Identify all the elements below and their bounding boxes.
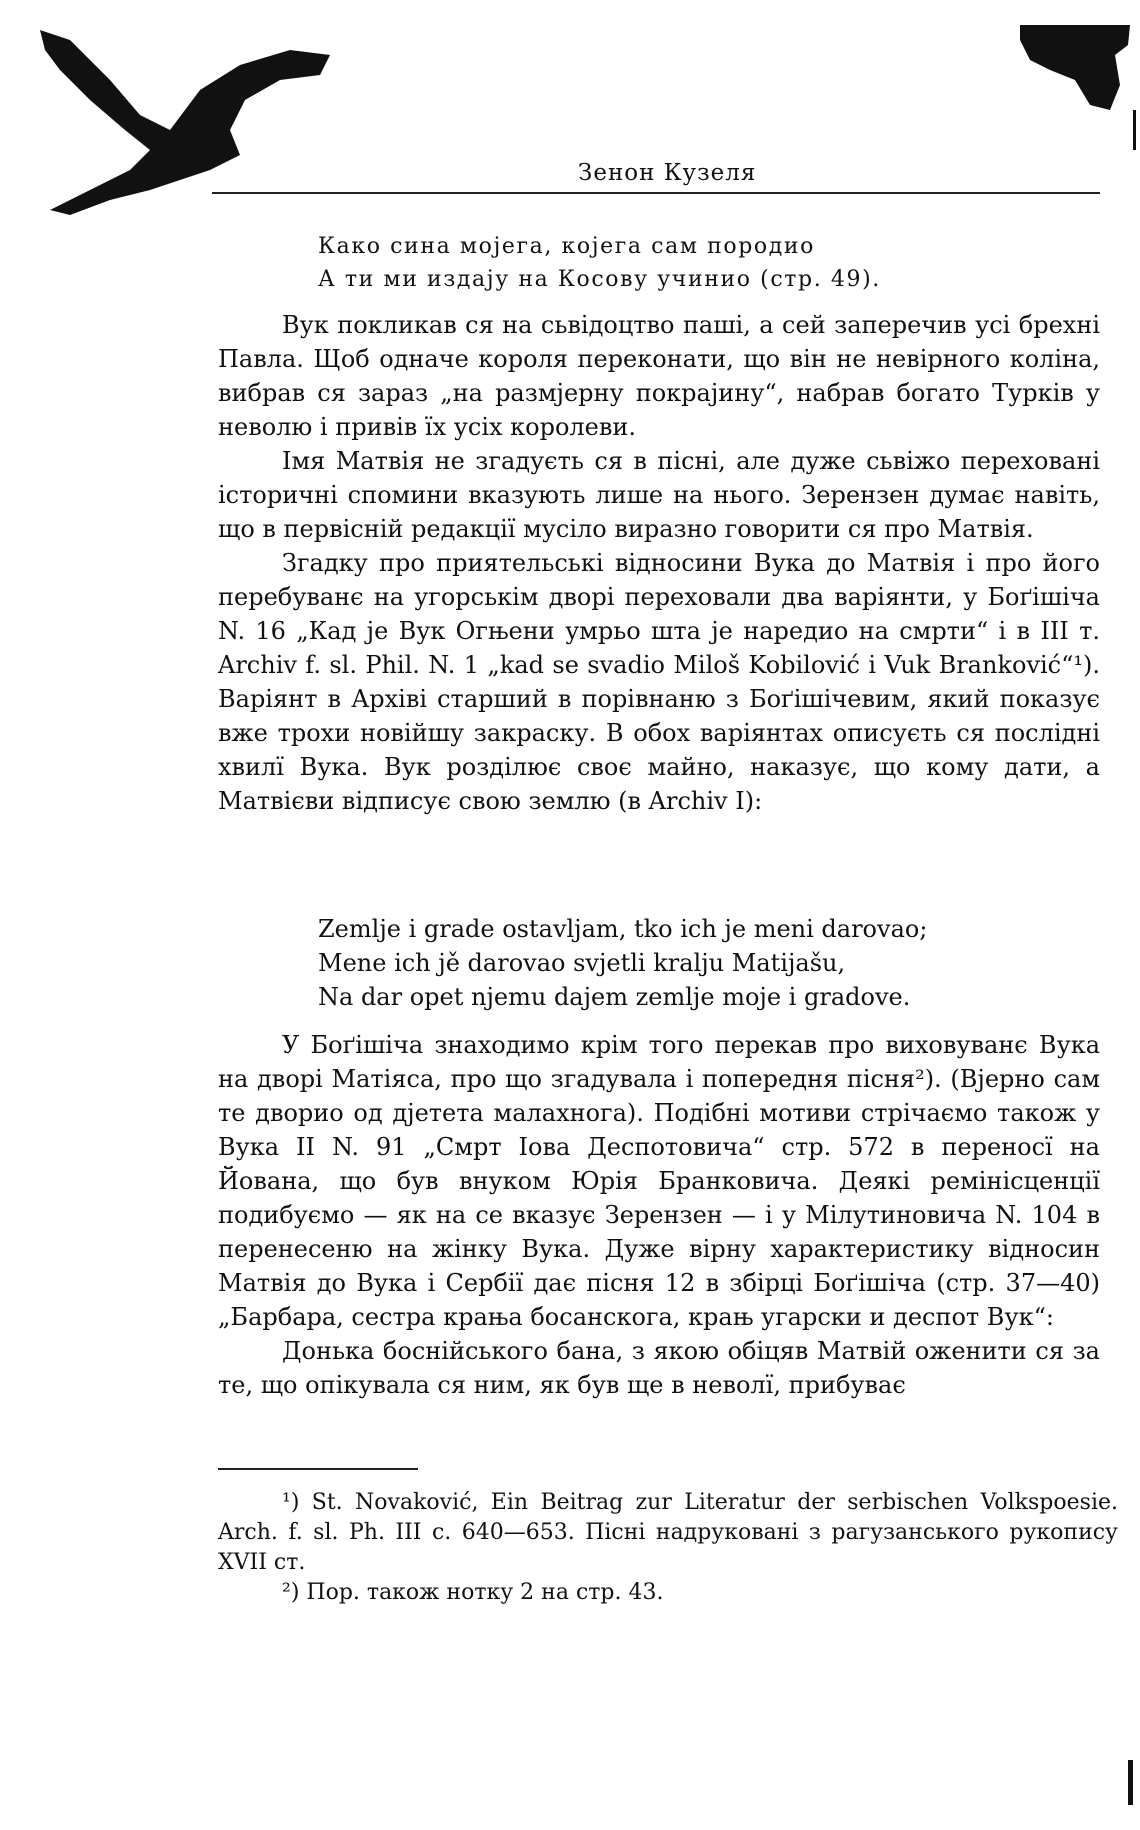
edge-mark-top: [1133, 110, 1136, 150]
body-block-1: [218, 308, 1100, 818]
paragraph: Імя Матвія не згадуєть ся в пісні, але дуже сьвіжо переховані історичні спомини вказують лише на нього. Зерензен думає навіть, що в первісній редакції мусіло виразно говорити ся про Матвія.: [218, 447, 1100, 543]
verse-cyrillic: [318, 230, 881, 296]
body-block-2: [218, 1028, 1100, 1402]
paragraph: Згадку про приятельські відносини Вука до Матвія і про його перебуванє на угорськім дворі переховали два варіянти, у Боґішіча N. 16 „Кад је Вук Огњени умрьо шта је наредио на смрти“ і в III т. Archiv f. sl. Phil. N. 1 „kad se svadio Miloš Kobilović i Vuk Branković“¹). Варіянт в Архіві старший в порівнаню з Боґішічевим, який показує вже трохи новійшу закраску. В обох варіянтах описуєть ся послідні хвилї Вука. Вук розділює своє майно, наказує, що кому дати, а Матвієви відписує свою землю (в Archiv I):: [218, 549, 1100, 815]
running-title: Зенон Кузеля: [578, 160, 757, 186]
paragraph: Вук покликав ся на сьвідоцтво паші, а сей заперечив усі брехні Павла. Щоб одначе короля переконати, що він не невірного коліна, вибрав ся зараз „на размјерну покрајину“, набрав богато Турків у неволю і привів їх усіх королеви.: [218, 311, 1100, 441]
verse-line: Како сина мојега, којега сам породио: [318, 234, 816, 259]
paragraph: Донька боснійського бана, з якою обіцяв Матвій оженити ся за те, що опікувала ся ним, як був ще в неволї, прибуває: [218, 1337, 1100, 1399]
ink-blot-top-right: [1020, 25, 1130, 115]
verse-line: Zemlje i grade ostavljam, tko ich je meni darovao;: [318, 915, 928, 943]
verse-line: Na dar opet njemu dajem zemlje moje i gradove.: [318, 983, 911, 1011]
ink-blot-top-left: [30, 20, 340, 220]
footnote: ²) Пор. також нотку 2 на стр. 43.: [282, 1580, 664, 1605]
edge-mark-bottom: [1128, 1760, 1133, 1805]
footnotes: [218, 1488, 1118, 1608]
verse-latin: [318, 912, 927, 1014]
header-rule: [212, 192, 1100, 194]
footnote: ¹) St. Novaković, Ein Beitrag zur Literatur der serbischen Volkspoesie. Arch. f. sl. Ph. III c. 640—653. Пісні надруковані з рагузанського рукопису XVII ст.: [218, 1490, 1118, 1575]
verse-line: Mene ich jě darovao svjetli kralju Matijašu,: [318, 949, 846, 977]
paragraph: У Боґішіча знаходимо крім того перекав про виховуванє Вука на дворі Матіяса, про що згадувала і попередня пісня²). (Вјерно сам те дворио од дјетета малахнога). Подібні мотиви стрічаємо також у Вука II N. 91 „Смрт Іова Деспотовича“ стр. 572 в переносї на Йована, що був внуком Юрія Бранковича. Деякі ремінісценції подибуємо — як на се вказує Зерензен — і у Мілутиновича N. 104 в перенесеню на жінку Вука. Дуже вірну характеристику відносин Матвія до Вука і Сербії дає пісня 12 в збірці Боґішіча (стр. 37—40) „Барбара, сестра крања босанскога, крањ угарски и деспот Вук“:: [218, 1031, 1100, 1331]
footnote-rule: [218, 1468, 418, 1470]
verse-line: А ти ми издају на Косову учинио (стр. 49).: [318, 267, 881, 292]
